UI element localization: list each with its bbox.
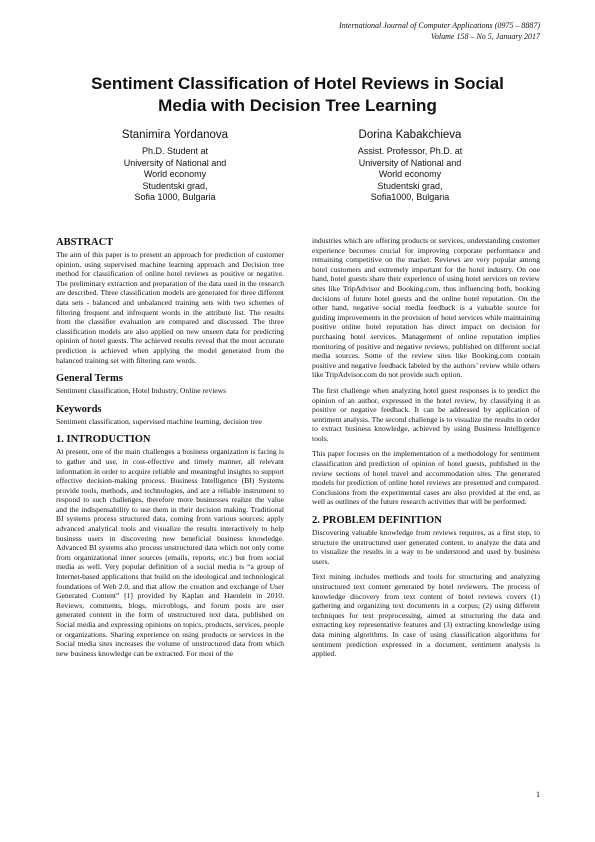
left-column	[56, 236, 284, 664]
intro-challenge-paragraph: The first challenge when analyzing hotel guest responses is to predict the opinion of an author, expressed in the hotel review, by classifying it as positive or negative feedback. It can be addressed by application of sentiment analysis. The second challenge is to visualize the results in order to extract business knowledge, achieved by using Business Intelligence tools.	[312, 385, 540, 443]
author-name: Stanimira Yordanova	[121, 129, 229, 141]
keywords-text: Sentiment classification, supervised machine learning, decision tree	[56, 416, 262, 426]
author-affiliation-line: World economy	[143, 169, 207, 179]
author-affiliation-line: University of National and	[123, 157, 227, 168]
general-terms-heading: General Terms	[56, 373, 123, 385]
title-line-2: Media with Decision Tree Learning	[158, 96, 437, 115]
paper-title	[50, 73, 545, 117]
author-affiliation-line: Studentski grad,	[142, 180, 208, 191]
page-number: 1	[536, 790, 540, 799]
problem-definition-paragraph: Discovering valuable knowledge from reviews requires, as a first step, to structure the unstructured user generated content, to analyze the data and to visualize the results in a way to be understood and used by business users.	[312, 528, 540, 566]
abstract-text: The aim of this paper is to present an approach for prediction of customer opinion, using supervised machine learning approach and Decision tree method for classification of online hotel reviews as positive or negative. The preliminary extraction and preparation of the data used in the research are described. Three classification models are generated for three different data sets - balanced and unbalanced training sets with two schemes of filtering frequent and infrequent words in the attribute list. The results from the classifier evaluation are compared and discussed. The three classification models are also applied on new unseen data for predicting opinion of hotel guests. The achieved results reveal that the most accurate prediction is achieved when applying the model generated from the balanced training set with filtering rare words.	[56, 250, 284, 365]
intro-continued-paragraph: industries which are offering products or services, understanding customer experience becomes crucial for improving corporate performance and remaining competitive on the market. Reviews are very popular among hotel customers and extremely important for the hotel industry. On one hand, hotel guests share their experience of using hotel services on review sites like TripAdvisor and Booking.com, thus influencing both, booking decisions of future hotel guests and the online hotel reputation. On the other hand, negative social media feedback is a valuable source for guiding improvements in the provision of hotel services while maintaining positive online hotel reputation has direct impact on decision for purchasing hotel services. Management of online reputation implies monitoring of positive and negative reviews, published on different social media sources. Some of the review sites like Booking.com contain positive and negative feedback labeled by the authors’ review while others like TripAdvisor.com do not provide such option.	[312, 236, 540, 380]
text-mining-paragraph: Text mining includes methods and tools for structuring and analyzing unstructured text content generated by hotel reviewers. The process of knowledge discovery from text content of hotel reviews covers (1) gathering and organizing text documents in a corpus; (2) using different techniques for text preprocessing, aimed at structuring the data and extracting key representative features and (3) extracting knowledge using data mining algorithms. In case of using classification algorithms for sentiment prediction expressed in a document, sentiment analysis is applied.	[312, 572, 540, 659]
author-block-1	[85, 128, 265, 204]
author-affiliation-line: Studentski grad,	[377, 180, 443, 191]
author-affiliation-line: World economy	[378, 169, 442, 179]
journal-name: International Journal of Computer Applications (0975 – 8887)	[339, 21, 540, 30]
author-block-2	[320, 128, 500, 204]
author-affiliation-line: Assist. Professor, Ph.D. at	[357, 146, 463, 156]
general-terms-text: Sentiment classification, Hotel Industry, Online reviews	[56, 386, 227, 396]
abstract-heading: ABSTRACT	[56, 237, 114, 248]
author-name: Dorina Kabakchieva	[358, 129, 462, 141]
journal-volume: Volume 158 – No 5, January 2017	[430, 32, 540, 41]
author-affiliation-line: University of National and	[358, 157, 462, 168]
intro-focus-paragraph: This paper focuses on the implementation of a methodology for sentiment classification and prediction of opinion of hotel guests, published in the review sections of hotel travel and accommodation sites. The generated models for prediction of online hotel reviews are presented and compared. Conclusions from the experimental cases are also provided at the end, as well as outlines of the future research activities that will be performed.	[312, 449, 540, 507]
journal-header	[240, 20, 540, 42]
author-affiliation-line: Sofia 1000, Bulgaria	[134, 192, 216, 202]
introduction-text: At present, one of the main challenges a business organization is facing is to gather and use, in cost-effective and timely manner, all relevant information in order to acquire reliable and meaningful insights to support effective decision-making process. Business Intelligence (BI) Systems provide tools, methods, and technologies, and are a reliable instrument to respond to such challenges, therefore more businesses realize the value and the indispensability to use them in their decision making. Traditional BI systems process structured data, coming from various sources; apply advanced analytical tools and visualize the results interactively to help business users in discovering new beneficial business knowledge. Advanced BI systems also process unstructured data which not only come from organizational inner sources (emails, reports, etc.) but from social media as well. Very popular definition of a social media is “a group of Internet-based applications that build on the ideological and technological foundations of Web 2.0, and that allow the creation and exchange of User Generated Content” [1] provided by Kaplan and Haenlein in 2010. Reviews, comments, blogs, microblogs, and forum posts are user generated content in the form of unstructured text data, published on Social media and expressing opinions on topics, products, services, people or organizations. Sharing experience on using products or services in the Social media sites increases the volume of unstructured data from which new business knowledge can be extracted. For most of the	[56, 447, 284, 658]
keywords-heading: Keywords	[56, 403, 102, 415]
introduction-heading: 1. INTRODUCTION	[56, 434, 151, 446]
author-affiliation-line: Ph.D. Student at	[141, 146, 209, 156]
title-line-1: Sentiment Classification of Hotel Reviews in Social	[91, 74, 504, 93]
problem-definition-heading: 2. PROBLEM DEFINITION	[312, 515, 442, 527]
right-column	[312, 236, 540, 665]
author-affiliation-line: Sofia1000, Bulgaria	[370, 192, 450, 202]
